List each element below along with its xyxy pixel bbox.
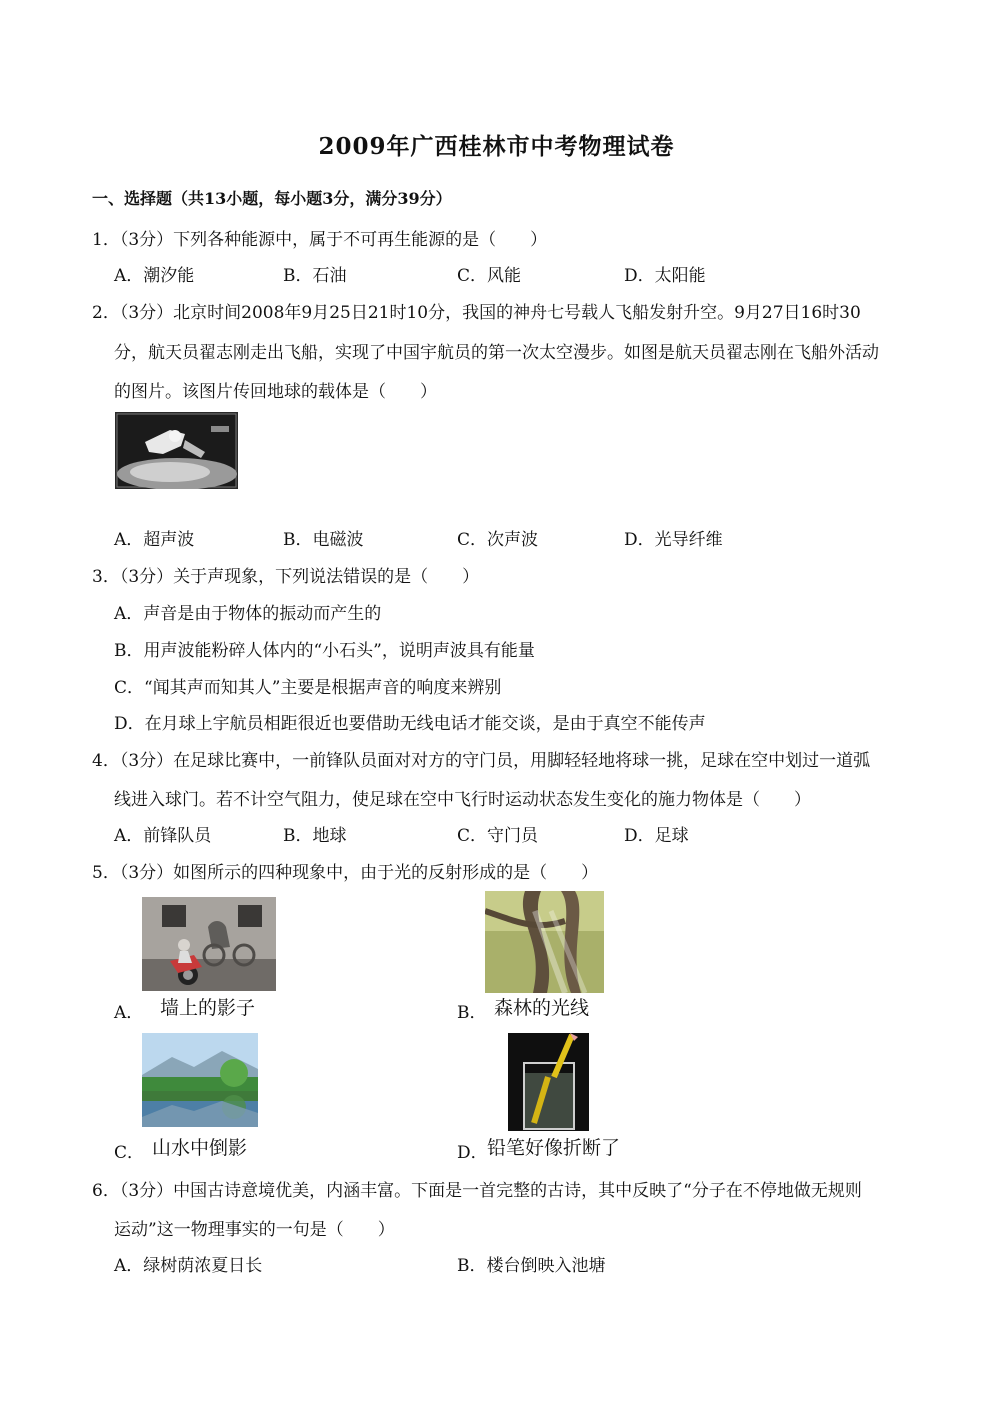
q1-option-d: D．太阳能 bbox=[624, 266, 706, 286]
q5-caption-d: 铅笔好像折断了 bbox=[487, 1137, 621, 1159]
q1-option-c: C．风能 bbox=[457, 266, 522, 286]
q3-option-b: B．用声波能粉碎人体内的“小石头”，说明声波具有能量 bbox=[114, 641, 535, 661]
q2-option-d: D．光导纤维 bbox=[624, 530, 723, 550]
q5-option-c: C． bbox=[114, 1143, 145, 1163]
question-4-stem-line-1: 4．（3分）在足球比赛中，一前锋队员面对对方的守门员，用脚轻轻地将球一挑，足球在空中划过一道弧 bbox=[92, 751, 871, 771]
section-heading: 一、选择题（共13小题，每小题3分，满分39分） bbox=[92, 189, 452, 208]
q5-caption-c: 山水中倒影 bbox=[152, 1137, 248, 1159]
q4-option-c: C．守门员 bbox=[457, 826, 539, 846]
question-5-stem: 5．（3分）如图所示的四种现象中，由于光的反射形成的是（ ） bbox=[92, 863, 599, 883]
q5-caption-a: 墙上的影子 bbox=[160, 997, 256, 1019]
astronaut-spacewalk-image bbox=[115, 412, 238, 489]
q6-option-a: A．绿树荫浓夏日长 bbox=[114, 1256, 263, 1276]
q6-option-b: B．楼台倒映入池塘 bbox=[457, 1256, 606, 1276]
q3-option-d: D．在月球上宇航员相距很近也要借助无线电话才能交谈，是由于真空不能传声 bbox=[114, 714, 706, 734]
q2-option-c: C．次声波 bbox=[457, 530, 539, 550]
q4-option-b: B．地球 bbox=[283, 826, 347, 846]
q5-option-b: B． bbox=[457, 1003, 487, 1023]
q3-option-a: A．声音是由于物体的振动而产生的 bbox=[114, 604, 382, 624]
mountain-reflection-image bbox=[142, 1033, 258, 1127]
q1-option-a: A．潮汐能 bbox=[114, 266, 195, 286]
q5-caption-b: 森林的光线 bbox=[494, 997, 590, 1019]
q4-option-a: A．前锋队员 bbox=[114, 826, 212, 846]
question-2-stem-line-2: 分，航天员翟志刚走出飞船，实现了中国宇航员的第一次太空漫步。如图是航天员翟志刚在飞船外活动 bbox=[114, 343, 879, 363]
question-4-stem-line-2: 线进入球门。若不计空气阻力，使足球在空中飞行时运动状态发生变化的施力物体是（ ） bbox=[114, 790, 811, 810]
question-3-stem: 3．（3分）关于声现象，下列说法错误的是（ ） bbox=[92, 567, 480, 587]
pencil-in-glass-image bbox=[508, 1033, 589, 1131]
question-1-stem: 1．（3分）下列各种能源中，属于不可再生能源的是（ ） bbox=[92, 230, 548, 250]
q1-option-b: B．石油 bbox=[283, 266, 347, 286]
q3-option-c: C．“闻其声而知其人”主要是根据声音的响度来辨别 bbox=[114, 678, 502, 698]
forest-light-image bbox=[485, 891, 604, 993]
question-2-stem-line-3: 的图片。该图片传回地球的载体是（ ） bbox=[114, 382, 437, 402]
q2-option-b: B．电磁波 bbox=[283, 530, 364, 550]
question-6-stem-line-2: 运动”这一物理事实的一句是（ ） bbox=[114, 1220, 395, 1240]
q4-option-d: D．足球 bbox=[624, 826, 689, 846]
q5-option-a: A． bbox=[114, 1003, 144, 1023]
question-6-stem-line-1: 6．（3分）中国古诗意境优美，内涵丰富。下面是一首完整的古诗，其中反映了“分子在不停地做无规则 bbox=[92, 1181, 862, 1201]
page-title: 2009年广西桂林市中考物理试卷 bbox=[318, 133, 675, 160]
question-2-stem-line-1: 2．（3分）北京时间2008年9月25日21时10分，我国的神舟七号载人飞船发射升空。9月27日16时30 bbox=[92, 303, 861, 323]
q2-option-a: A．超声波 bbox=[114, 530, 195, 550]
wall-shadow-image bbox=[142, 897, 276, 991]
q5-option-d: D． bbox=[457, 1143, 488, 1163]
